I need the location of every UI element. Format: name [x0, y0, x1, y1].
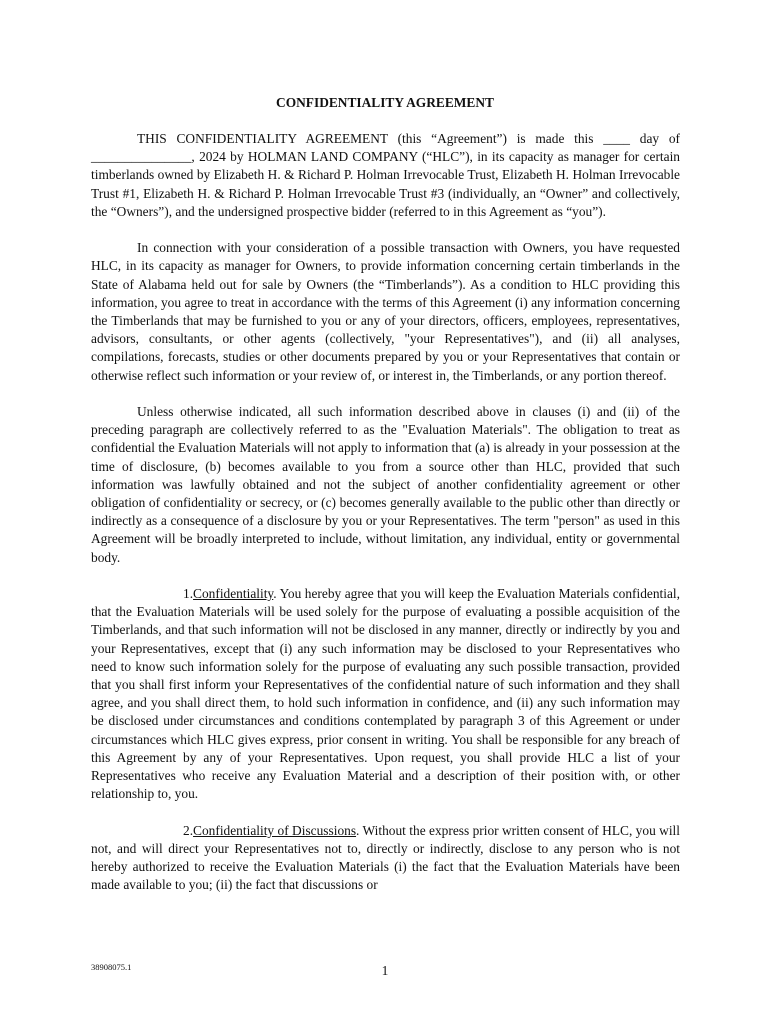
section-1-number: 1. — [183, 586, 194, 602]
section-2-number: 2. — [183, 822, 194, 838]
evaluation-materials-paragraph: Unless otherwise indicated, all such information described above in clauses (i) and (ii) of the preceding paragraph are collectively referred to as the "Evaluation Materials". The obligation to treat as confidential the Evaluation Materials will not apply to information that (a) is already in your possession at the time of disclosure, (b) becomes available to you from a source other than HLC, provided that such information was lawfully obtained and not the subject of another confidentiality agreement or other obligation of confidentiality or secrecy, or (c) becomes generally available to the public other than directly or indirectly as a consequence of a disclosure by you or your Representatives. The term "person" as used in this Agreement will be broadly interpreted to include, without limitation, any individual, entity or governmental body. — [91, 404, 680, 565]
section-1-confidentiality — [91, 585, 680, 803]
page-number: 1 — [381, 963, 389, 978]
section-1-heading: Confidentiality — [193, 586, 274, 602]
document-id: 38908075.1 — [91, 962, 132, 972]
section-2-text: . Without the express prior written consent of HLC, you will not, and will direct your Representatives not to, directly or indirectly, disclose to any person who is not hereby authorized to receive the Evaluation Materials (i) the fact that the Evaluation Materials have been made available to you; (ii) the fact that discussions or — [91, 822, 680, 893]
section-2-confidentiality-of-discussions — [91, 822, 680, 895]
document-title: CONFIDENTIALITY AGREEMENT — [276, 95, 494, 110]
section-1-text: . You hereby agree that you will keep the Evaluation Materials confidential, that the Evaluation Materials will be used solely for the purpose of evaluating a possible acquisition of the Timberlands, and that such information will not be disclosed in any manner, directly or indirectly by you and your Representatives, except that (i) any such information may be disclosed to your Representatives who need to know such information solely for the purpose of evaluating any such possible transaction, provided that you shall first inform your Representatives of the confidential nature of such information and they shall agree, and you shall direct them, to hold such information in confidence, and (ii) any such information may be disclosed under circumstances and conditions contemplated by paragraph 3 of this Agreement or under circumstances which HLC gives express, prior consent in writing. You shall be responsible for any breach of this Agreement by any of your Representatives. Upon request, you shall provide HLC a list of your Representatives who receive any Evaluation Material and a description of their position with, or other relationship to, you. — [91, 586, 680, 802]
section-2-heading: Confidentiality of Discussions — [193, 822, 357, 838]
intro-paragraph: THIS CONFIDENTIALITY AGREEMENT (this “Agreement”) is made this ____ day of _______________, 2024 by HOLMAN LAND COMPANY (“HLC”), in its capacity as manager for certain timberlands owned by Elizabeth H. & Richard P. Holman Irrevocable Trust, Elizabeth H. Holman Irrevocable Trust #1, Elizabeth H. & Richard P. Holman Irrevocable Trust #3 (individually, an “Owner” and collectively, the “Owners”), and the undersigned prospective bidder (referred to in this Agreement as “you”). — [91, 131, 680, 219]
document-body — [91, 130, 680, 913]
connection-paragraph: In connection with your consideration of a possible transaction with Owners, you have requested HLC, in its capacity as manager for Owners, to provide information concerning certain timberlands in the State of Alabama held out for sale by Owners (the “Timberlands”). As a condition to HLC providing this information, you agree to treat in accordance with the terms of this Agreement (i) any information concerning the Timberlands that may be furnished to you or any of your directors, officers, employees, representatives, advisors, consultants, or other agents (collectively, "your Representatives"), and (ii) all analyses, compilations, forecasts, studies or other documents prepared by you or your Representatives that contain or otherwise reflect such information or your review of, or interest in, the Timberlands, or any portion thereof. — [91, 240, 680, 383]
